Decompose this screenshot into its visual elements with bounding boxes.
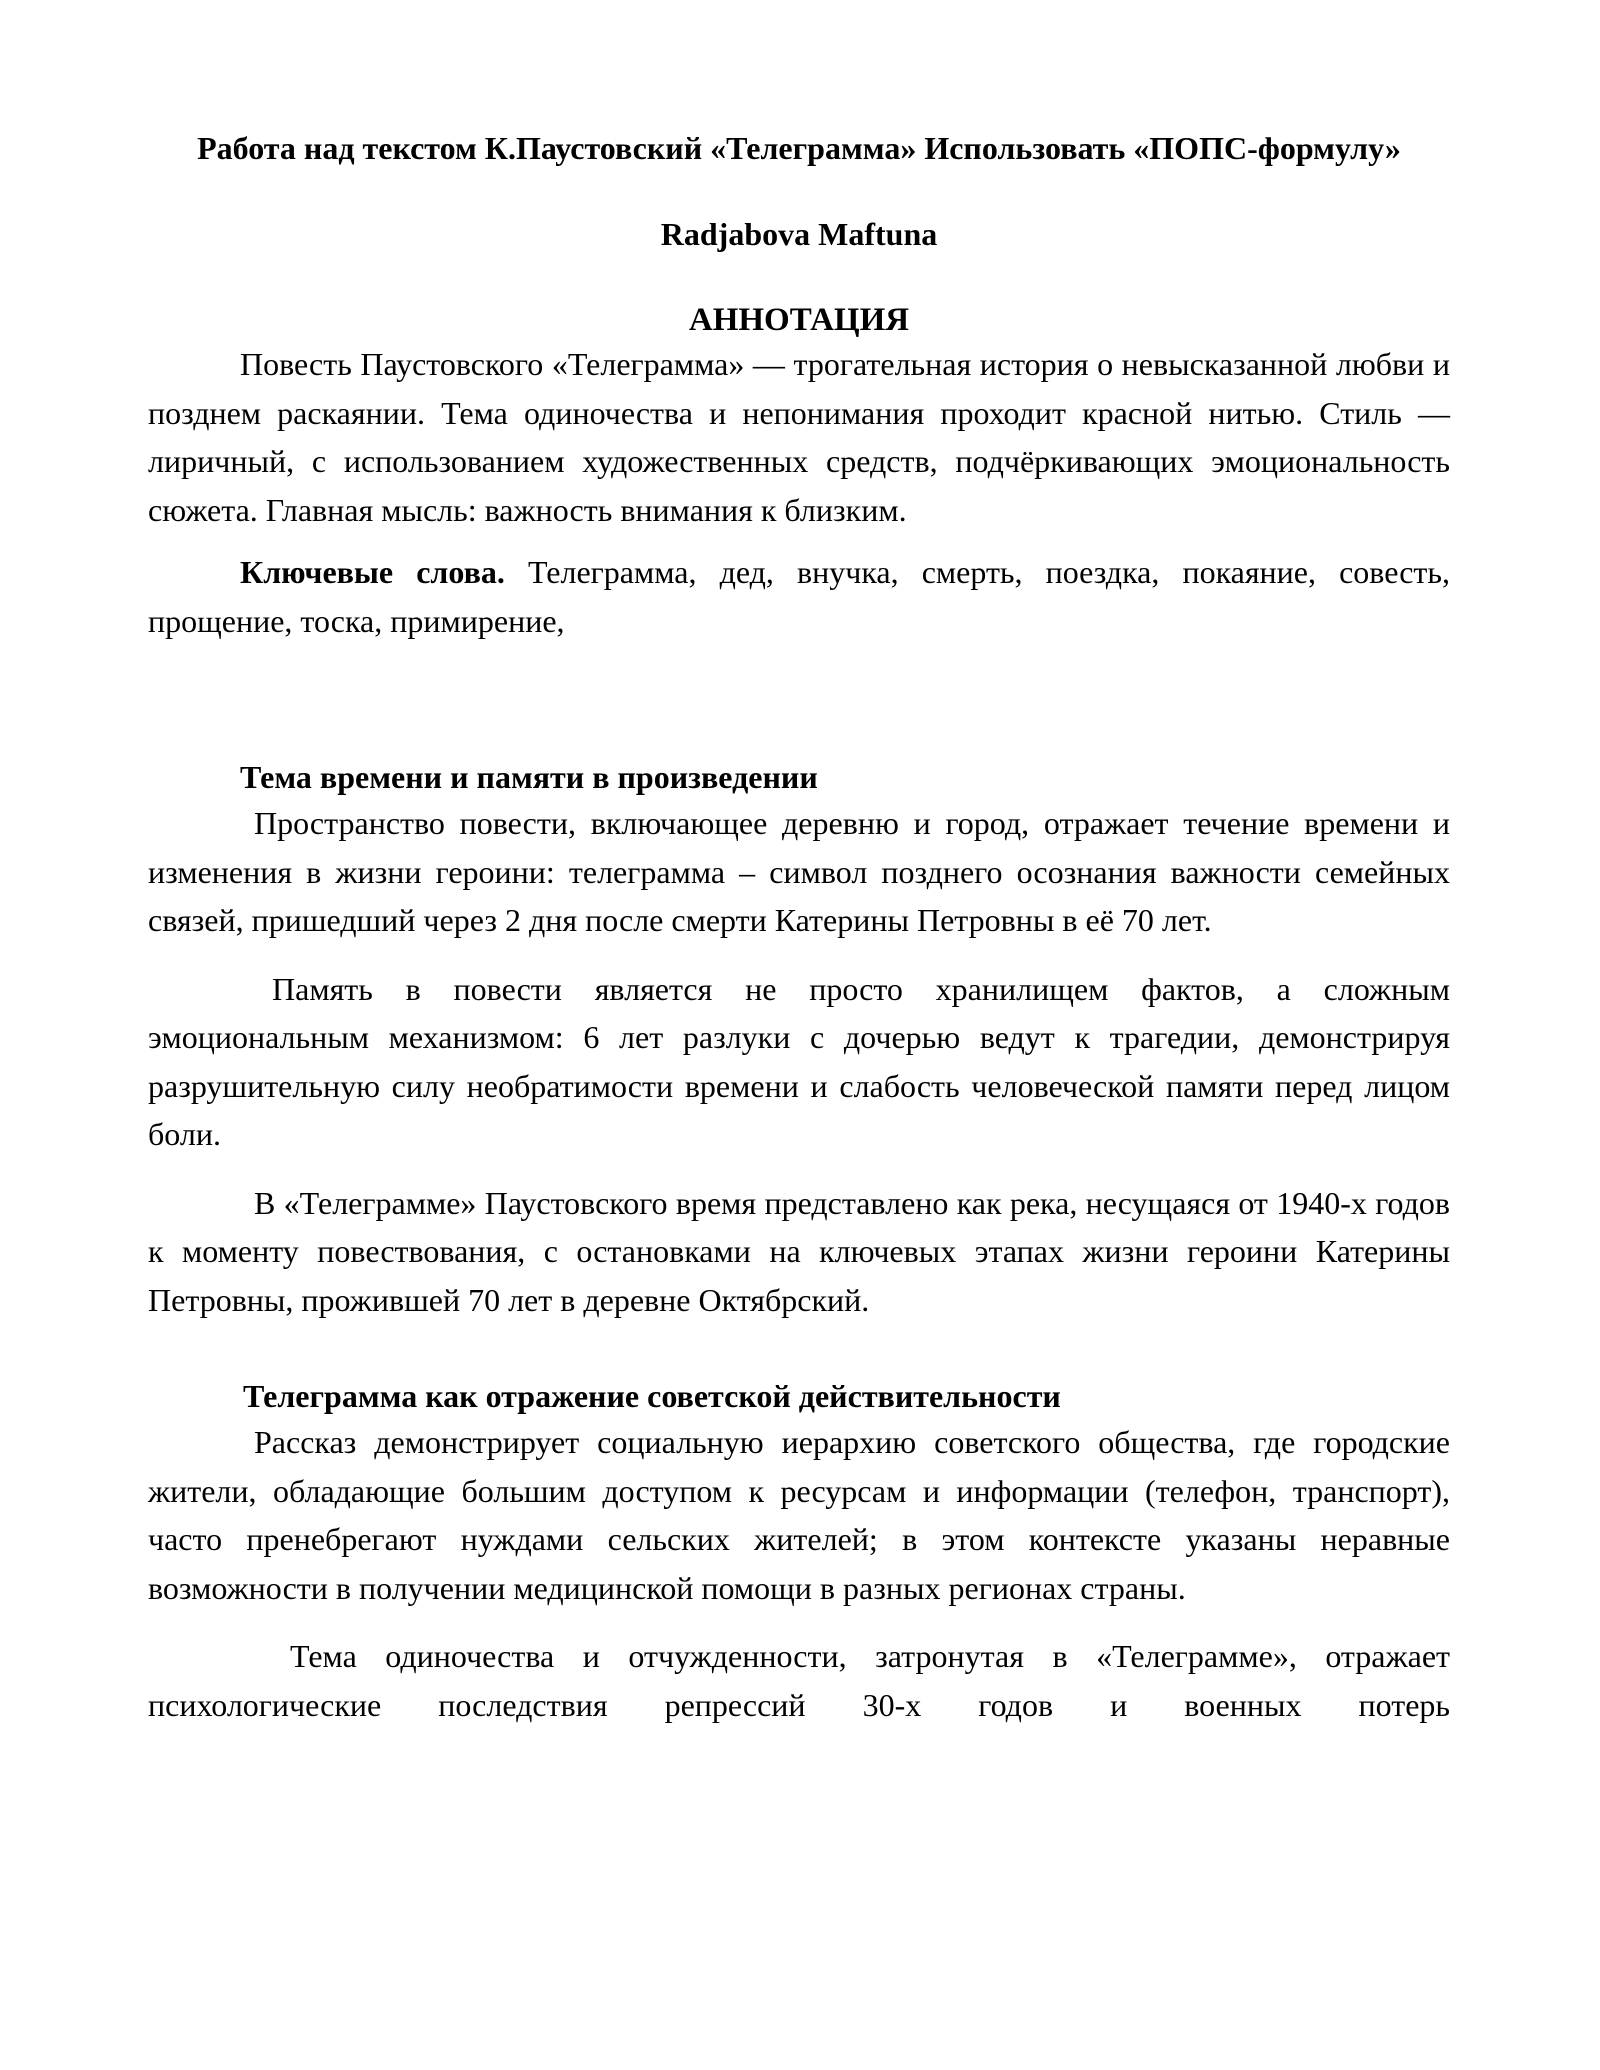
section2-paragraph-2: Тема одиночества и отчужденности, затронутая в «Телеграмме», отражает психологические последствия репрессий 30-х годов и военных потерь <box>148 1638 1450 1723</box>
section-heading-soviet-reality: Телеграмма как отражение советской действительности <box>243 1378 1061 1414</box>
section1-paragraph-2: Память в повести является не просто хранилищем фактов, а сложным эмоциональным механизмом: 6 лет разлуки с дочерью ведут к трагедии, демонстрируя разрушительную силу необратимости времени и слабость человеческой памяти перед лицом боли. <box>148 970 1450 1152</box>
section1-paragraph-3: В «Телеграмме» Паустовского время представлено как река, несущаяся от 1940-х годов к моменту повествования, с остановками на ключевых этапах жизни героини Катерины Петровны, прожившей 70 лет в деревне Октябрский. <box>148 1184 1450 1318</box>
annotation-heading: АННОТАЦИЯ <box>688 302 910 338</box>
author-name: Radjabova Maftuna <box>660 216 938 252</box>
section2-paragraph-1: Рассказ демонстрирует социальную иерархию советского общества, где городские жители, обладающие большим доступом к ресурсам и информации (телефон, транспорт), часто пренебрегают нуждами сельских жителей; в этом контексте указаны неравные возможности в получении медицинской помощи в разных регионах страны. <box>148 1424 1450 1606</box>
keywords-text: Телеграмма, дед, внучка, смерть, поездка, покаяние, совесть, прощение, тоска, примирение, <box>148 554 1451 639</box>
section-heading-time-memory: Тема времени и памяти в произведении <box>240 759 818 795</box>
document-title: Работа над текстом К.Паустовский «Телеграмма» Использовать «ПОПС-формулу» <box>197 130 1401 166</box>
section1-paragraph-1: Пространство повести, включающее деревню и город, отражает течение времени и изменения в жизни героини: телеграмма – символ позднего осознания важности семейных связей, пришедший через 2 дня после смерти Катерины Петровны в её 70 лет. <box>148 805 1450 938</box>
keywords-paragraph <box>148 548 1450 645</box>
annotation-text: Повесть Паустовского «Телеграмма» — трогательная история о невысказанной любви и позднем раскаянии. Тема одиночества и непонимания проходит красной нитью. Стиль — лиричный, с использованием художественных средств, подчёркивающих эмоциональность сюжета. Главная мысль: важность внимания к близким. <box>148 346 1450 528</box>
keywords-label: Ключевые слова. <box>240 554 505 590</box>
document-page <box>148 128 1450 1729</box>
